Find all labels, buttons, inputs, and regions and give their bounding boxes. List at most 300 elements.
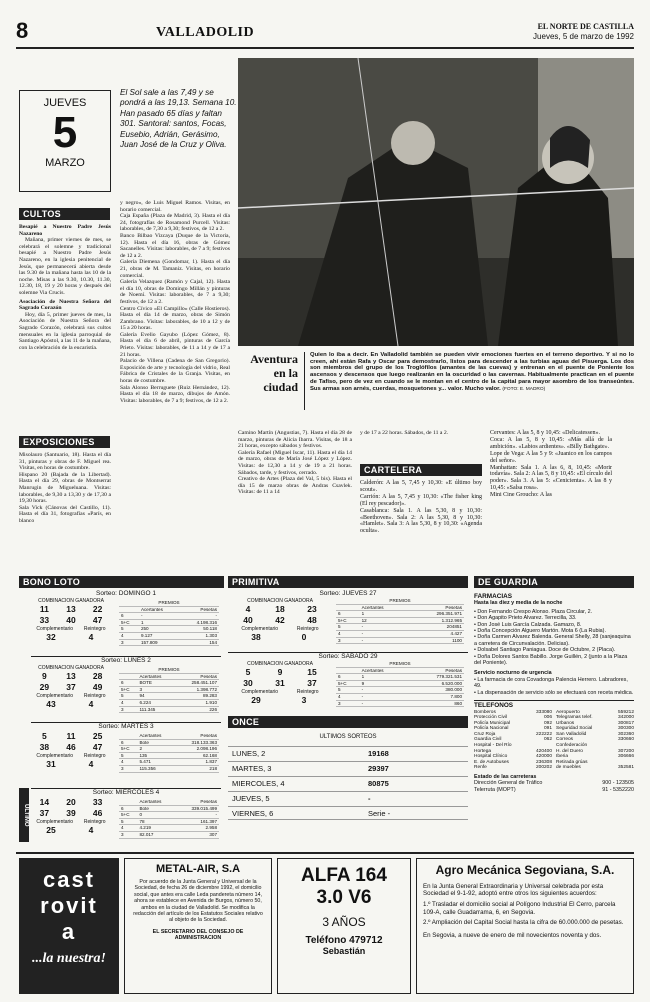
exposiciones-col-3: Camino Martín (Angustias, 7). Hasta el día 28 de marzo, pinturas de Alicia Ibarra. Visitas, de 18 a 21 horas, excepto sábados y festivos. Galería Rafael (Miguel Iscar, 11). Hasta el día 14 de marzo, obras de María José López y López. Visitas: de 12,30 a 14 y de 19 a 21 horas. Sábados, tarde, y festivos, cerrado. Creativo de Artes (Plaza del Val, 5 bis). Hasta el día 15 de marzo obras de Andras Csavlek. Visitas: de 11 a 14 (238, 430, 352, 496)
complementario: 32 (46, 632, 56, 642)
acertantes-label: Acertantes (137, 733, 175, 739)
premios-label: PREMIOS (119, 667, 219, 673)
header-rule (16, 47, 634, 49)
ball: 20 (66, 797, 76, 807)
carretera-phone: 91 - 5352220 (602, 786, 634, 793)
ball: 5 (245, 667, 251, 677)
issue-date: Jueves, 5 de marzo de 1992 (533, 32, 634, 41)
pesetas-label: Pesetas (176, 733, 219, 739)
ball: 23 (307, 604, 317, 614)
reintegro: 4 (88, 699, 94, 709)
farmacia-text: Dolsabel Santiago Paniagua. Doce de Octubre, 2 (Placa). (477, 647, 616, 654)
alfa-name: Sebastián (322, 946, 366, 956)
ads-rule (16, 852, 634, 854)
ball: 13 (66, 671, 76, 681)
once-row (228, 776, 468, 790)
primitiva-draw-2-numbers (232, 667, 328, 689)
tel-name: Iberia (556, 754, 568, 760)
date-box (19, 90, 111, 192)
tel-number: 300300 (617, 726, 634, 732)
win: 1 (139, 619, 180, 626)
pts: 218 (176, 765, 219, 772)
farmacia-text: Don José Luis García Calzada. Gamazo, 8. (477, 621, 582, 628)
farmacia-item: • Don Fernando Crespo Alonso. Plaza Circular, 2. (474, 608, 593, 615)
bono-draw-1-numbers (31, 604, 111, 626)
ball: 31 (275, 678, 285, 688)
pesetas-label: Pesetas (176, 673, 219, 680)
ball: 46 (66, 742, 76, 752)
farmacia-text: Doña Dolores Santos Babillo. Jorge Guillén, 2 (junto a la Plaza del Poniente). (474, 653, 628, 667)
de-guardia-header: DE GUARDIA (474, 576, 634, 588)
win: - (360, 624, 409, 631)
tel-name: de muebles (556, 765, 581, 771)
complementario: 29 (251, 695, 261, 705)
once-subtitle: ULTIMOS SORTEOS (319, 734, 377, 740)
primitiva-draw-2-prizes (336, 661, 464, 707)
metalair-body: Por acuerdo de la Junta General y Universal de la Sociedad, de fecha 26 de diciembre 1992, el domicilio social, que antes era calle Leda pandereta número 14, ahora se establece en Avenida de Burgos, número 50, ambos en la ciudad de Valladolid. Se modifica la redacción del artículo de los Estatutos Sociales relativo al objeto de la Sociedad. (133, 879, 263, 924)
pts: 380.000 (408, 687, 464, 694)
farmacias-list (474, 609, 634, 667)
reint-label: Reintegro (83, 753, 106, 759)
climbers-photo (238, 58, 634, 346)
bono-draw-1-title: Sorteo: DOMINGO 1 (96, 590, 156, 597)
win: - (139, 613, 180, 620)
castrovita-ad (19, 858, 119, 994)
telefonos-right (556, 710, 634, 772)
agro-intro: En la Junta General Extraordinaria y Universal celebrada por esta Sociedad el 9-1-92, adoptó entre otros los siguientes acuerdos: (423, 883, 604, 898)
exposiciones-col-3-tail: y de 17 a 22 horas. Sábados, de 11 a 2. (360, 430, 449, 436)
win: 78 (137, 818, 175, 825)
tel-number: 330660 (617, 737, 634, 743)
acertantes-label: Acertantes (139, 606, 180, 613)
ball: 37 (39, 808, 50, 818)
tel-name: H. del Duero (556, 748, 583, 754)
win: 1 (360, 611, 409, 618)
pts: 50.118 (180, 626, 219, 633)
tel-number: 236308 (535, 759, 552, 765)
agro-item-1: 1.º Trasladar el domicilio social al Polígono Industrial El Cerro, parcela 109-A, calle Guadarrama, 6, en Segovia. (423, 901, 616, 916)
ball: 46 (92, 808, 103, 818)
cat: 6 (119, 739, 137, 746)
photo-story-body (310, 352, 634, 393)
primitiva-draw-2 (228, 652, 468, 712)
once-number: - (368, 794, 371, 803)
farmacia-text: Doña Carmen Alvarez Balenda. General Shelly, 28 (sanjeaquina a carretera de Circunvalación. Delicias). (474, 634, 631, 647)
tel-name: Renfe (474, 765, 487, 771)
cat: 5+C (336, 680, 360, 687)
almanac: El Sol sale a las 7,49 y se pondrá a las 19,13. Semana 10. Han pasado 65 días y faltan 301. Santoral: santos, Focas, Eusebio, Adrián, Gerásimo, Juan José de la Cruz y Oliva. (120, 88, 237, 150)
cat: 4 (119, 632, 139, 639)
tel-name: San Valladolid (556, 731, 587, 737)
win: 5.471 (137, 759, 175, 766)
pts: 339.015.499 (176, 805, 219, 812)
win: Bote (137, 805, 175, 812)
cat: 3 (119, 706, 137, 713)
tel-number: 006 (543, 715, 552, 721)
pts: - (176, 812, 219, 819)
agro-item-2: 2.º Ampliación del Capital Social hasta la cifra de 60.000.000 de pesetas. (423, 918, 624, 926)
pts: 62.168 (176, 752, 219, 759)
win: Bote (137, 739, 175, 746)
pts: 296.351.971 (408, 611, 464, 618)
farmacia-item: • Doña Concepción Alguero Martón. Mota 6 (La Rubia). (474, 628, 606, 635)
page-number: 8 (16, 18, 29, 43)
tel-name: Urbanos (556, 720, 575, 726)
tel-number: 092 (543, 720, 552, 726)
reint-label: Reintegro (296, 626, 319, 632)
nocturno-title: Servicio nocturno de urgencia (474, 670, 552, 677)
win: 2 (137, 746, 175, 753)
pts: 154 (180, 639, 219, 646)
climbers-illustration (238, 58, 634, 346)
cat: 5+C (119, 746, 137, 753)
metalair-ad (124, 858, 272, 994)
primitiva-draw-1-numbers (232, 604, 328, 626)
comb-label: COMBINACION GANADORA (247, 598, 313, 604)
farmacia-item: • Doña Carmen Alvarez Balenda. General Shelly, 28 (sanjeaquina a carretera de Circunvalación. Delicias). (474, 634, 631, 647)
agro-footer: En Segovia, a nueve de enero de mil novecientos noventa y dos. (423, 932, 602, 940)
tel-number: 302360 (617, 731, 634, 737)
farmacia-item: • Doña Dolores Santos Babillo. Jorge Guillén, 2 (junto a la Plaza del Poniente). (474, 653, 628, 667)
pts: 1.312.965 (408, 617, 464, 624)
paper-name: EL NORTE DE CASTILLA (537, 22, 634, 31)
tel-number: 091 (543, 726, 552, 732)
exposiciones-col-2: y negro», de Luis Miguel Ramos. Visitas, en horario comercial. Caja España (Plaza de Madrid, 3). Hasta el día 24, fotografías de Rosamond Purcell. Visitas: laborables, de 7,30 a 9,30; festivos, de 12 a 2. Banco Bilbao Vizcaya (Duque de la Victoria, 12). Hasta el día 16, obras de Gómez Sacanelles. Visitas: laborables, de 7 a 9; festivos de 12 a 2. Galería Diemena (Gondomar, 1). Hasta el día 21, obras de M. Tamaniz. Visitas, en horario comercial. Galería Velazquez (Ramón y Cajal, 12). Hasta el día 10, obras de Domingo Millán y pinturas de Noemí. Visitas: laborables, de 7 a 9,30; festivos, de 12 a 2. Centro Cívico «El Campillo» (Calle Hostieros). Hasta el día 14 de marzo, obras de Simón Zambrano. Visitas: laborables, de 10 a 12 y de 15 a 20 horas. Galería Evelio Gayubo (López Gómez, 8). Hasta el día 6 de abril, pinturas de García Prieto. Visitas: laborables, de 11 a 14 y de 17 a 21 horas. Palacio de Villena (Cadena de San Gregorio). Exposición de arte y tecnología del vidrio, Real Fábrica de Cristales de la Granja. Visitas, en horas de costumbre. Sala Alonso Berruguete (Ruiz Hernández, 12). Hasta el día 18 de marzo, dibujos de Amón. Visitas: laborables, de 7 a 9; festivos, de 12 a 2. (120, 200, 230, 404)
reint-label: Reintegro (83, 626, 106, 632)
comb-label: COMBINACION GANADORA (38, 665, 104, 671)
ball: 33 (92, 797, 103, 807)
reint-label: Reintegro (83, 693, 106, 699)
ball: 37 (307, 678, 317, 688)
tel-name: Protección Civil (474, 715, 508, 721)
pts: 779.321.531 (408, 674, 464, 681)
comb-label: COMBINACION GANADORA (247, 661, 313, 667)
once-day: JUEVES, 5 (232, 794, 270, 803)
metalair-signature: EL SECRETARIO DEL CONSEJO DE ADMINISTRACION (152, 928, 244, 942)
carretera-name: Telerruta (MOPT) (474, 786, 516, 793)
primitiva-draw-1 (228, 590, 468, 650)
once-number: 29397 (368, 764, 389, 773)
win: 115.356 (137, 765, 175, 772)
win: 250 (139, 626, 180, 633)
tel-number: 306666 (617, 754, 634, 760)
cat: 6 (119, 613, 139, 620)
tel-number: 300817 (617, 720, 634, 726)
tel-number: 307200 (617, 748, 634, 754)
tel-number: 200202 (535, 765, 552, 771)
cultos-heading-2: Asociación de Nuestra Señora del Sagrado Corazón (19, 298, 111, 312)
metalair-title: METAL-AIR, S.A (155, 863, 241, 875)
win: 12 (360, 617, 409, 624)
once-row (228, 761, 468, 775)
win: 4.219 (137, 825, 175, 832)
acertantes-label: Acertantes (137, 799, 175, 805)
win: 3 (137, 686, 175, 693)
cultos-column (19, 224, 111, 351)
reintegro: 4 (88, 759, 94, 769)
pts: 6.520.000 (408, 680, 464, 687)
cat: 6 (336, 611, 360, 618)
cultos-body-1: Mañana, primer viernes de mes, se celebrará el solemne y tradicional besapié a Nuestro Padre Jesús Nazareno, en la iglesia penitencial de Jesús, que permanecerá abierta desde las 9.30 de la mañana hasta las 10 de la noche. Misas a las 9.30, 10.30, 11.30, 12.30, 18, 19 y 20 horas y después del solemne Via Crucis. (19, 237, 111, 296)
bono-draw-2 (31, 656, 221, 720)
ball: 11 (66, 731, 76, 741)
farmacia-item: • Don José Luis García Calzada. Gamazo, 8. (474, 621, 582, 628)
farmacia-text: Don Agapito Prieto Alvarez. Terrecilla, 33. (477, 615, 577, 622)
win: 1 (360, 674, 409, 681)
win: 135 (137, 752, 175, 759)
cat: 5 (119, 818, 137, 825)
comp-label: Complementario (36, 693, 74, 699)
photo-story-divider (304, 352, 305, 410)
bono-draw-3-numbers (31, 731, 111, 753)
tel-number: 420000 (535, 754, 552, 760)
cat: 3 (336, 700, 360, 707)
ball: 14 (39, 797, 50, 807)
tel-name: Policía Municipal (474, 720, 510, 726)
win: - (360, 637, 409, 644)
bono-draw-2-numbers (31, 671, 111, 693)
ball: 33 (39, 615, 50, 625)
tel-number: 342000 (617, 715, 634, 721)
primitiva-panel (228, 590, 468, 712)
ball: 9 (41, 671, 47, 681)
cat: 3 (119, 765, 137, 772)
agro-ad (416, 858, 634, 994)
win: - (360, 700, 409, 707)
photo-story-text: Quien lo iba a decir. En Valladolid también se pueden vivir emociones fuertes en el terreno deportivo. Y si no lo creen, ahí están Rafa y Oscar para demostrarlo, listos para descender a las turbias aguas del Pisuerga. Los dos son miembros del grupo de los Troglófilos (amantes de las cuevas) y entrenan en el puente de Poniente los ascensos y descensos que luego realizarán en la oscuridad o las cavernas. Habitualmente practican en el puente de Tafiso, pero de vez en cuando se le montan en el centro de la capital para mayor asombro de los transeúntes. Sus armas son arnés, cuerdas, mosquetones y... valor. Mucho valor. (310, 352, 634, 392)
tel-name: Hospital Clínico (474, 754, 508, 760)
comp-label: Complementario (36, 753, 74, 759)
pesetas-label: Pesetas (408, 604, 464, 611)
acertantes-label: Acertantes (137, 673, 175, 680)
alfa-phone: Teléfono 479712 (305, 935, 383, 946)
bono-draw-1-comb-label: COMBINACION GANADORA (38, 598, 104, 604)
tel-name: Hospital - Del Río (474, 743, 512, 749)
cat: 6 (119, 680, 137, 687)
win: - (360, 693, 409, 700)
cat: 4 (119, 825, 137, 832)
tel-number: 333080 (535, 709, 552, 715)
ball: 47 (92, 742, 103, 752)
castrovita-slogan: ...la nuestra! (32, 951, 106, 966)
nocturno-item: • La dispensación de servicio sólo se efectuará con receta médica. (474, 689, 634, 696)
bono-draw-4-numbers (31, 797, 111, 819)
bono-draw-3-prizes (119, 733, 219, 773)
bono-draw-2-prizes (119, 667, 219, 713)
carretera-row (474, 787, 634, 793)
once-number: 19168 (368, 749, 389, 758)
tel-number: 062 (543, 737, 552, 743)
reintegro: 4 (88, 632, 94, 642)
pesetas-label: Pesetas (408, 667, 464, 674)
ball: 29 (39, 682, 50, 692)
ball: 4 (245, 604, 251, 614)
tel-name: Aeropuerto (556, 709, 580, 715)
premios-label: PREMIOS (336, 598, 464, 604)
pts: 1.837 (176, 759, 219, 766)
cartelera-header: CARTELERA (360, 464, 482, 476)
win: 157.809 (139, 639, 180, 646)
ball: 30 (243, 678, 253, 688)
complementario: 25 (46, 825, 56, 835)
win: 6.224 (137, 699, 175, 706)
win: 9 (360, 680, 409, 687)
tel-name: Policía Nacional (474, 726, 509, 732)
comp-label: Complementario (241, 626, 279, 632)
pts: 89.283 (176, 693, 219, 700)
day-number: 5 (52, 108, 78, 157)
ball: 18 (275, 604, 285, 614)
farmacias-title: FARMACIAS (474, 593, 512, 600)
cat: 3 (336, 637, 360, 644)
comp-label: Complementario (36, 819, 74, 825)
cat: 5+C (336, 617, 360, 624)
de-guardia-panel (474, 590, 634, 848)
photo-story-title: Aventura en la ciudad (250, 352, 298, 394)
reintegro: 3 (301, 695, 307, 705)
once-serie: Serie - (368, 809, 391, 818)
primitiva-draw-1-prizes (336, 598, 464, 644)
nocturno-text: La farmacia de cora Covadonga Palencia Herrero. Labradores, 49. (474, 676, 628, 690)
pts: 1.910 (176, 699, 219, 706)
once-header: ONCE (228, 716, 468, 728)
pts: - (180, 613, 219, 620)
once-day: VIERNES, 6 (232, 809, 274, 818)
tel-number: 420400 (535, 748, 552, 754)
comp-label: Complementario (36, 626, 74, 632)
win: BOTE (137, 680, 175, 687)
pts: 860 (408, 700, 464, 707)
pts: 307 (176, 831, 219, 838)
cartelera-col-2: Cervantes: A las 5, 8 y 10,45: «Delicatessen». Coca: A las 5, 8 y 10,45: «Más allá de la ambición». «Labios ardientes». «Billy Bathgate». Lope de Vega: A las 5 y 9: «Juanico en los campos del señor». Manhattan: Sala 1. A las 6, 8, 10,45: «Morir todavía». Sala 2: A las 5, 8 y 10,45: «El círculo del poder». Sala 3. A las 5: «Cenicienta». A las 8 y 10,45: «Salsa rosa». Mini Cine Groucho: A las (490, 430, 612, 499)
win: 111.345 (137, 706, 175, 713)
reint-label: Reintegro (296, 689, 319, 695)
cat: 6 (119, 805, 137, 812)
castrovita-logo: castrovita (40, 867, 98, 944)
once-row (228, 791, 468, 805)
bono-draw-3-title: Sorteo: MARTES 3 (98, 723, 154, 730)
section-name: VALLADOLID (156, 25, 255, 40)
win: 0 (137, 812, 175, 819)
ball: 15 (307, 667, 317, 677)
tel-name: Retirada grúas (556, 759, 588, 765)
pts: 1100 (408, 637, 464, 644)
once-day: LUNES, 2 (232, 749, 266, 758)
win: - (360, 630, 409, 637)
win: 82.017 (137, 831, 175, 838)
farmacias-subtitle: Hasta las diez y media de la noche (474, 600, 563, 607)
cartelera-col-1: Calderón: A las 5, 7,45 y 10,30: «E último boy scout». Carrión: A las 5, 7,45 y 10,30: «The fisher king (El rey pescador)». Casablanca: Sala 1. A las 5,30, 8 y 10,30: «Beethoven». Sala 2: A las 5,30, 8 y 10,30: «Hamlet». Sala 3: A las 5,30, 8 y 10,30: «Agenda oculta». (360, 480, 482, 535)
tel-name: Cruz Roja (474, 731, 496, 737)
pesetas-label: Pesetas (176, 799, 219, 805)
telefonos-title: TELEFONOS (474, 700, 634, 709)
ball: 13 (66, 604, 76, 614)
pts: 1.303 (180, 632, 219, 639)
agro-title: Agro Mecánica Segoviana, S.A. (435, 863, 615, 877)
cat: 5 (119, 626, 139, 633)
once-number: 80875 (368, 779, 389, 788)
bono-draw-4-prizes (119, 799, 219, 839)
once-day: MIERCOLES, 4 (232, 779, 285, 788)
telefonos-grid (474, 710, 634, 772)
once-row (228, 746, 468, 760)
carreteras-title: Estado de las carreteras (474, 774, 537, 781)
alfa-line-1: ALFA 164 (301, 865, 387, 886)
ball: 25 (92, 731, 103, 741)
bono-loto-panel (19, 590, 224, 848)
ball: 42 (275, 615, 285, 625)
primitiva-header: PRIMITIVA (228, 576, 468, 588)
nocturno-text: La dispensación de servicio sólo se efectuará con receta médica. (477, 689, 634, 696)
tel-number: 352581 (617, 765, 634, 771)
premios-label: PREMIOS (119, 600, 219, 606)
farmacia-text: Don Fernando Crespo Alonso. Plaza Circular, 2. (477, 608, 593, 615)
cat: 4 (336, 630, 360, 637)
pts: 4.427 (408, 630, 464, 637)
bono-loto-ultimo: ULTIMO (19, 788, 29, 842)
pts: 161.397 (176, 818, 219, 825)
cat: 5 (336, 687, 360, 694)
pts: 2.958 (176, 825, 219, 832)
cultos-body-2: Hoy, día 5, primer jueves de mes, la Asociación de Nuestra Señora del Sagrado Corazón, celebrará sus cultos mensuales en la iglesia parroquial de Santiago Apóstol, a las 11 de la mañana, con la celebración de la eucaristía. (19, 311, 111, 351)
ball: 48 (307, 615, 317, 625)
once-day: MARTES, 3 (232, 764, 272, 773)
cultos-header: CULTOS (19, 208, 110, 220)
cat: 6 (336, 674, 360, 681)
primitiva-draw-2-title: Sorteo: SABADO 29 (318, 653, 378, 660)
cultos-heading-1: Besapié a Nuestro Padre Jesús Nazareno (19, 224, 111, 237)
tel-name: Hortega (474, 748, 492, 754)
ball: 40 (66, 615, 76, 625)
acertantes-label: Acertantes (360, 604, 409, 611)
bono-draw-4 (31, 788, 221, 848)
cat: 4 (119, 699, 137, 706)
farmacia-text: Doña Concepción Alguero Martón. Mota 6 (La Rubia). (477, 628, 606, 635)
farmacia-item: • Dolsabel Santiago Paniagua. Doce de Octubre, 2 (Placa). (474, 647, 616, 654)
win: 94 (137, 693, 175, 700)
pesetas-label: Pesetas (180, 606, 219, 613)
pts: 204851 (408, 624, 464, 631)
ball: 47 (92, 615, 103, 625)
exposiciones-col-1: Misolauro (Santuario, 18). Hasta el día 31, pinturas y obras de F. Miguel rea. Visitas, en horas de costumbre. Hispano 20 (Bajada de la Libertad). Hasta el día 29, obras de Montserrat Manrugin de Migueluana. Visitas: laborables, de 9,30 a 13,30 y de 17,30 a 19,30 horas. Sala Vick (Cánovas del Castillo, 11). Hasta el día 31, fotografías «París, en blanco (19, 452, 111, 524)
complementario: 38 (251, 632, 261, 642)
cat: 5 (336, 624, 360, 631)
bono-draw-3 (31, 722, 221, 786)
ball: 5 (41, 731, 47, 741)
ball: 40 (243, 615, 253, 625)
pts: 258.451.107 (176, 680, 219, 687)
pts: 4.198.316 (180, 619, 219, 626)
reintegro: 4 (88, 825, 94, 835)
complementario: 31 (46, 759, 56, 769)
ball: 38 (39, 742, 50, 752)
ball: 39 (66, 808, 76, 818)
alfa-ad (277, 858, 411, 994)
ball: 22 (92, 604, 103, 614)
ball: 49 (92, 682, 103, 692)
primitiva-draw-1-title: Sorteo: JUEVES 27 (319, 590, 377, 597)
tel-name: Bomberos (474, 709, 496, 715)
complementario: 43 (46, 699, 56, 709)
pts: 226 (176, 706, 219, 713)
bono-draw-1 (31, 590, 221, 654)
cat: 3 (119, 639, 139, 646)
tel-name: Correos (556, 737, 574, 743)
telefonos-left (474, 710, 552, 772)
pts: 1.398.772 (176, 686, 219, 693)
cat: 5+C (119, 619, 139, 626)
farmacia-item: • Don Agapito Prieto Alvarez. Terrecilla, 33. (474, 615, 577, 622)
